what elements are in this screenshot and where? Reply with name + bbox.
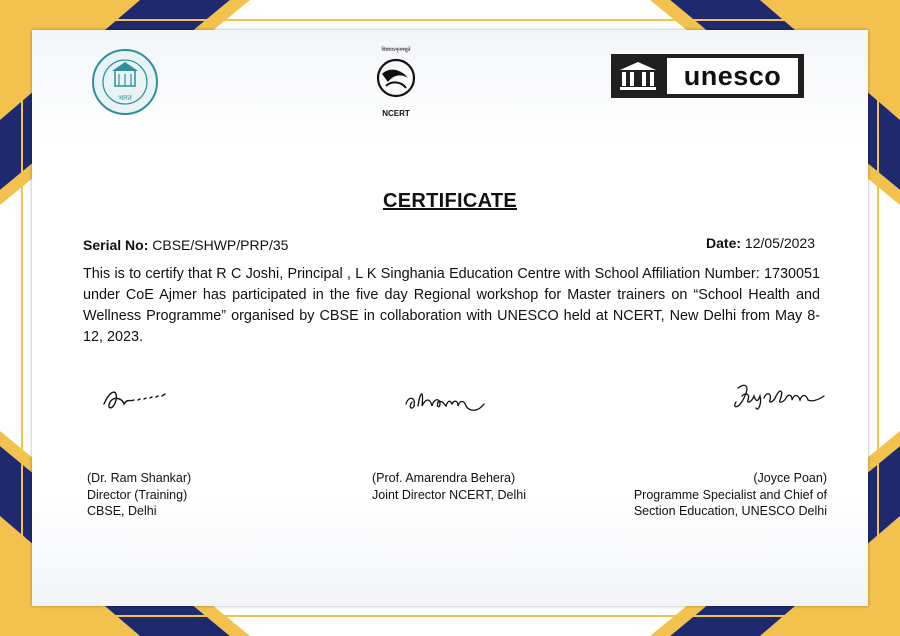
cbse-emblem-icon — [90, 44, 160, 124]
signatory-block-middle — [372, 470, 526, 503]
unesco-wordmark: unesco — [667, 58, 798, 94]
signature-amarendra-behera — [400, 382, 490, 418]
signatory-name: (Prof. Amarendra Behera) — [372, 471, 516, 485]
ncert-logo-label: NCERT — [382, 109, 410, 118]
signatory-designation: Director (Training) — [87, 487, 188, 502]
certificate-body: This is to certify that R C Joshi, Principal , L K Singhania Education Centre with School Affiliation Number: 1730051 under CoE Ajmer has participated in the five day Regional workshop for Master trainers on “School Health and Wellness Programme” organised by CBSE in collaboration with UNESCO held at NCERT, New Delhi from May 8-12, 2023. — [83, 266, 820, 345]
signatory-block-right — [634, 470, 827, 520]
signatory-name: (Dr. Ram Shankar) — [87, 471, 192, 485]
certificate-title: CERTIFICATE — [382, 190, 518, 212]
signatory-name: (Joyce Poan) — [753, 471, 827, 485]
ncert-emblem-icon — [360, 44, 432, 124]
unesco-logo — [611, 54, 804, 98]
cbse-logo-label: भारत — [118, 94, 132, 102]
signatory-block-left — [87, 470, 191, 520]
signature-ram-shankar — [100, 380, 175, 416]
ncert-motto: विद्ययाऽमृतमश्नुते — [381, 47, 411, 53]
serial-label: Serial No: — [83, 237, 149, 253]
certificate-date — [706, 235, 815, 251]
signatory-organization: CBSE, Delhi — [87, 504, 157, 518]
signatory-organization: Section Education, UNESCO Delhi — [633, 504, 827, 518]
date-value: 12/05/2023 — [744, 235, 815, 251]
serial-value: CBSE/SHWP/PRP/35 — [152, 237, 289, 253]
signatory-designation: Joint Director NCERT, Delhi — [372, 487, 526, 502]
unesco-temple-icon — [617, 60, 659, 92]
signature-joyce-poan — [728, 378, 828, 418]
date-label: Date: — [706, 235, 742, 251]
signatory-designation: Programme Specialist and Chief of — [633, 487, 827, 502]
serial-number — [83, 237, 288, 253]
